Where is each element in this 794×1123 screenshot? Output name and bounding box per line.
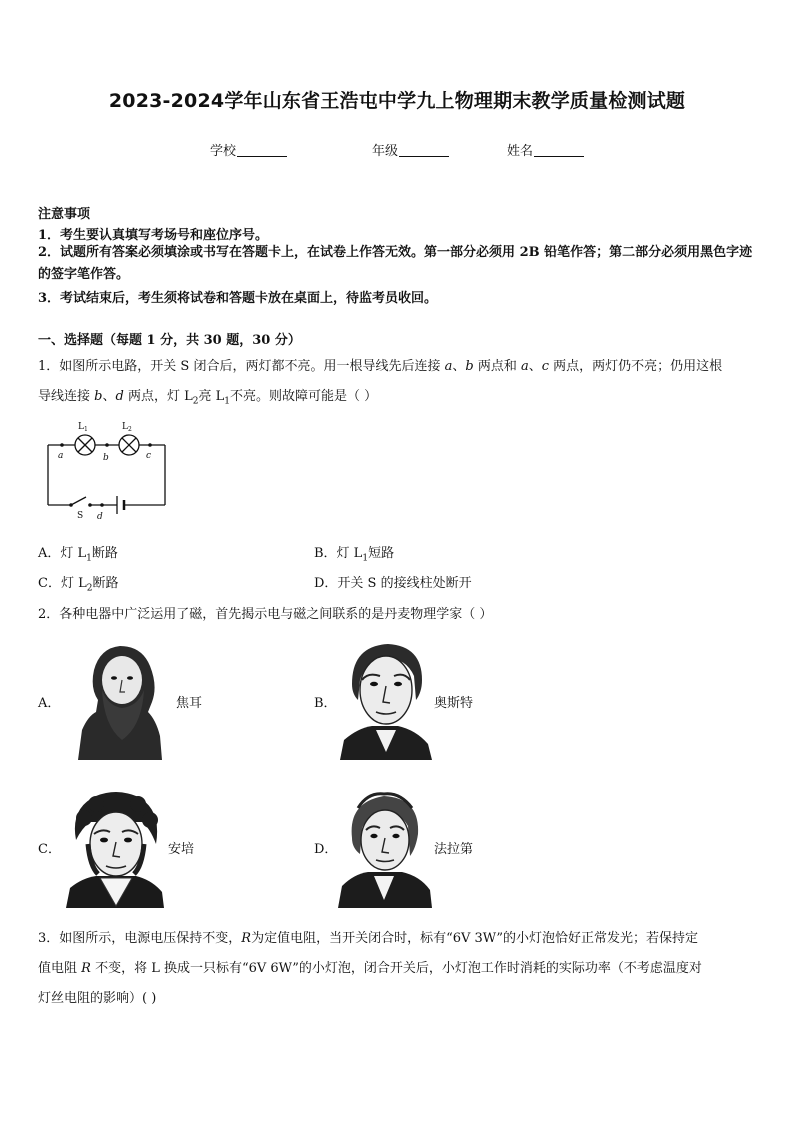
q1-text: 不亮。则故障可能是（ ）: [229, 389, 378, 404]
q1-stem-line2: [38, 385, 377, 407]
page-title: 2023-2024学年山东省王浩屯中学九上物理期末教学质量检测试题: [108, 90, 686, 112]
option-text: 断路: [92, 576, 119, 591]
grade-blank: [399, 144, 449, 157]
q1-text: 亮 L: [198, 389, 225, 404]
q2-option-c-name: 安培: [168, 842, 195, 857]
q1-option-c: [38, 572, 118, 594]
q1-option-d: D．开关 S 的接线柱处断开: [314, 576, 472, 591]
lamp-l1-label: $L_1$: [78, 422, 88, 433]
switch-pivot-dot: [69, 503, 73, 507]
option-text: 短路: [368, 546, 395, 561]
q2-option-a-label: A．: [38, 696, 61, 711]
q1-text: 两点和: [473, 359, 521, 374]
q1-option-a: [38, 542, 118, 564]
q2-option-b-name: 奥斯特: [434, 696, 474, 711]
option-text: 断路: [91, 546, 118, 561]
grade-label: 年级: [372, 144, 399, 159]
q1-sep: 、: [528, 359, 542, 374]
q3-stem-line3: 灯丝电阻的影响）( ): [38, 991, 157, 1006]
q1-option-b: [314, 542, 394, 564]
lamp-l1-icon: [75, 435, 95, 455]
option-sub: 1: [86, 553, 92, 564]
point-a-dot: [60, 443, 64, 447]
switch-contact-dot: [88, 503, 92, 507]
name-label: 姓名: [507, 144, 534, 159]
q1-sub: 2: [192, 396, 199, 407]
option-text: A．灯 L: [38, 546, 87, 561]
faraday-portrait-icon: [338, 788, 433, 908]
q1-stem-line1: [38, 355, 722, 374]
point-c-label: c: [146, 451, 152, 461]
point-b-label: b: [103, 453, 109, 463]
q2-option-d-label: D．: [314, 842, 338, 857]
switch-label: S: [77, 511, 84, 521]
grade-field: [372, 140, 449, 159]
q1-text: 1．如图所示电路，开关 S 闭合后，两灯都不亮。用一根导线先后连接: [38, 359, 445, 374]
q1-var-b: b: [465, 359, 474, 374]
point-b-dot: [105, 443, 109, 447]
q2-stem: 2．各种电器中广泛运用了磁，首先揭示电与磁之间联系的是丹麦物理学家（ ）: [38, 607, 493, 622]
point-d-dot: [100, 503, 104, 507]
q3-stem-line2: [38, 957, 702, 976]
option-text: B．灯 L: [314, 546, 363, 561]
q1-text: 导线连接: [38, 389, 95, 404]
name-blank: [534, 144, 584, 157]
q1-var-d: d: [115, 389, 124, 404]
q1-var-a: a: [520, 359, 529, 374]
school-blank: [237, 144, 287, 157]
q2-option-b-label: B．: [314, 696, 337, 711]
q1-sep: 、: [452, 359, 466, 374]
point-d-label: d: [97, 512, 103, 522]
joule-portrait-icon: [68, 640, 163, 760]
point-a-label: a: [58, 451, 64, 461]
q2-option-d-name: 法拉第: [434, 842, 474, 857]
q3-text: 值电阻: [38, 961, 82, 976]
notice-item-1: 1．考生要认真填写考场号和座位序号。: [38, 228, 269, 243]
notice-item-2: 2．试题所有答案必须填涂或书写在答题卡上，在试卷上作答无效。第一部分必须用 2B 铅笔作答；第二部分必须用黑色字迹的签字笔作答。: [38, 245, 753, 282]
school-field: [210, 140, 287, 159]
q3-var-r: R: [241, 931, 252, 946]
option-sub: 2: [86, 583, 93, 594]
q1-sep: 、: [102, 389, 116, 404]
q3-text: 不变，将 L 换成一只标有“6V 6W”的小灯泡，闭合开关后，小灯泡工作时消耗的实际功率（不考虑温度对: [90, 961, 702, 976]
q1-text: 两点，灯 L: [123, 389, 193, 404]
option-text: C．灯 L: [38, 576, 87, 591]
name-field: [507, 140, 584, 159]
notice-heading: 注意事项: [38, 207, 91, 222]
school-label: 学校: [210, 144, 237, 159]
q1-var-a: a: [444, 359, 453, 374]
q1-circuit-diagram: [40, 412, 175, 522]
notice-item-3: 3．考试结束后，考生须将试卷和答题卡放在桌面上，待监考员收回。: [38, 291, 438, 306]
oersted-portrait-icon: [338, 640, 433, 760]
q2-option-a-name: 焦耳: [176, 696, 203, 711]
q2-option-c-label: C．: [38, 842, 61, 857]
q3-text: 3．如图所示，电源电压保持不变，: [38, 931, 242, 946]
q1-var-b: b: [94, 389, 103, 404]
lamp-l2-icon: [119, 435, 139, 455]
q1-sub: 1: [224, 396, 230, 407]
lamp-l2-label: $L_2$: [122, 422, 132, 433]
option-sub: 1: [362, 553, 369, 564]
q3-text: 为定值电阻，当开关闭合时，标有“6V 3W”的小灯泡恰好正常发光；若保持定: [251, 931, 699, 946]
q1-var-c: c: [541, 359, 550, 374]
q3-var-r: R: [81, 961, 91, 976]
ampere-portrait-icon: [66, 788, 166, 908]
section-heading: 一、选择题（每题 1 分，共 30 题，30 分）: [38, 333, 301, 348]
q1-text: 两点，两灯仍不亮；仍用这根: [549, 359, 723, 374]
point-c-dot: [148, 443, 152, 447]
q3-stem-line1: [38, 927, 698, 946]
